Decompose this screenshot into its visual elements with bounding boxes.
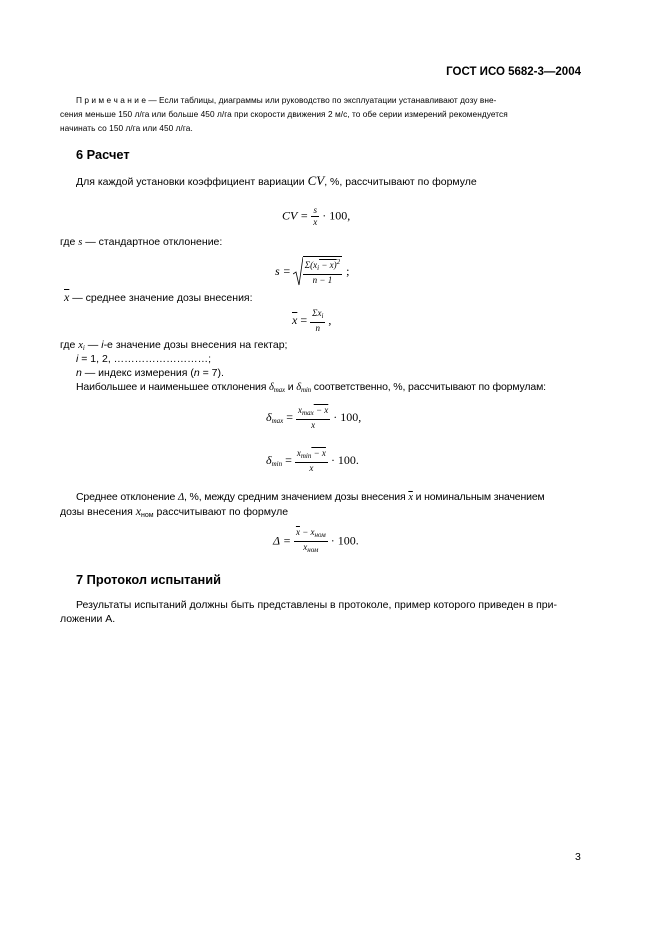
- formula-s-rhs: ;: [346, 263, 350, 278]
- mean-dev-post: и номинальным значением: [412, 491, 545, 503]
- delta-max-symbol: δ: [269, 382, 274, 393]
- note-line-1: — Если таблицы, диаграммы или руководство по эксплуатации устанавливают дозу вне-: [148, 95, 497, 105]
- formula-delta-min: [266, 448, 359, 474]
- mean-dev-line2-pre: дозы внесения: [60, 506, 136, 518]
- n-index-line: [76, 366, 224, 381]
- formula-dmax-num-b: − x: [313, 405, 329, 415]
- formula-delta-den-sub: ном: [307, 546, 319, 554]
- section-6-title: 6 Расчет: [76, 147, 130, 162]
- formula-s-num: Σ(x: [304, 259, 318, 270]
- section-7-line-2: ложении А.: [60, 613, 116, 625]
- sqrt-sign-icon: [293, 256, 303, 286]
- cv-symbol: CV: [307, 173, 325, 188]
- formula-xbar-den: n: [315, 323, 320, 333]
- formula-xbar: [292, 308, 331, 334]
- where-xi-pre: где: [60, 339, 79, 351]
- mean-dev-xbar: $\overline{x}$: [408, 492, 413, 503]
- extremes-pre: Наибольшее и наименьшее отклонения: [76, 381, 270, 393]
- formula-s-sub: i: [317, 263, 320, 272]
- formula-delta-den: x: [303, 542, 308, 552]
- i-range-line: [76, 352, 211, 367]
- formula-dmin-rhs: · 100.: [330, 452, 359, 467]
- formula-dmax-eq: =: [286, 409, 294, 424]
- note-line-2: сения меньше 150 л/га или больше 450 л/га при скорости движения 2 м/с, то обе серии измерений рекомендуется: [60, 109, 508, 119]
- formula-delta-num-sub: ном: [314, 531, 326, 539]
- formula-delta-num-b: − x: [299, 527, 315, 537]
- formula-dmin-num-sub: min: [300, 452, 312, 460]
- mean-dev-mid: , %, между средним значением дозы внесения: [184, 491, 409, 503]
- formula-cv-rhs: · 100,: [322, 208, 351, 223]
- formula-delta: [273, 527, 359, 556]
- x-nom-symbol: x: [135, 504, 142, 518]
- delta-min-symbol: δ: [296, 382, 301, 393]
- n-index-text: — индекс измерения (: [81, 367, 194, 379]
- where-x-line: [64, 290, 253, 306]
- mean-dev-symbol: Δ: [177, 492, 184, 503]
- n-symbol: n: [76, 367, 82, 379]
- formula-cv-lhs: CV =: [282, 208, 309, 223]
- formula-s: [275, 256, 350, 286]
- formula-xbar-sub: i: [321, 312, 324, 320]
- formula-s-tail: − x): [319, 259, 337, 270]
- formula-xbar-eq: =: [300, 312, 308, 327]
- xi-symbol: x: [78, 340, 83, 351]
- formula-dmin-den: x: [309, 463, 314, 473]
- where-s-post: — стандартное отклонение:: [82, 236, 223, 248]
- formula-delta-lhs: Δ =: [273, 533, 291, 548]
- note-label: П р и м е ч а н и е: [76, 95, 146, 105]
- section-7-line-1: Результаты испытаний должны быть представлены в протоколе, пример которого приведен в при-: [76, 599, 557, 611]
- s-symbol: s: [78, 237, 83, 248]
- xi-sub: i: [82, 344, 85, 352]
- formula-dmin-num-a: x: [296, 448, 301, 458]
- section-6-intro: [76, 173, 477, 190]
- formula-xbar-num: Σx: [312, 308, 322, 318]
- formula-s-lhs: s =: [275, 263, 291, 278]
- extremes-post: соответственно, %, рассчитывают по формулам:: [311, 381, 546, 393]
- formula-dmin-eq: =: [285, 452, 292, 467]
- mean-dev-pre: Среднее отклонение: [76, 491, 178, 503]
- formula-dmin-lhs: δ: [266, 452, 272, 467]
- formula-dmax-num-sub: max: [302, 409, 314, 417]
- mean-dev-line2-post: рассчитывают по формуле: [153, 506, 289, 518]
- note-line-3: начинать со 150 л/га или 450 л/га.: [60, 123, 193, 133]
- formula-dmax-den: x: [311, 420, 316, 430]
- formula-s-den: n − 1: [312, 274, 333, 285]
- formula-cv-num: s: [313, 205, 317, 215]
- formula-dmax-num-a: x: [298, 405, 303, 415]
- where-s-pre: где: [60, 236, 79, 248]
- xbar-symbol: $\overline{x}$: [64, 290, 70, 304]
- i-range-text: = 1, 2, ………………………;: [78, 353, 212, 365]
- where-s-line: [60, 235, 222, 250]
- document-id: ГОСТ ИСО 5682-3—2004: [446, 66, 581, 78]
- extremes-line: [76, 380, 546, 398]
- formula-delta-num-a: $\overline{x}$: [295, 527, 300, 537]
- mean-deviation-line-2: [60, 504, 288, 523]
- n-symbol-2: n: [193, 367, 200, 379]
- formula-xbar-lhs: $\overline{x}$: [292, 312, 298, 327]
- formula-dmin-lhs-sub: min: [271, 459, 283, 468]
- extremes-and: и: [284, 381, 297, 393]
- section-7-title: 7 Протокол испытаний: [76, 572, 222, 587]
- formula-dmax-rhs: · 100,: [333, 409, 362, 424]
- formula-delta-max: [266, 405, 361, 431]
- where-xi-i: i: [101, 339, 104, 351]
- where-xi-dash: —: [84, 339, 102, 351]
- formula-dmin-num-b: − x: [311, 448, 326, 458]
- formula-s-sup: 2: [336, 257, 341, 266]
- intro-text: Для каждой установки коэффициент вариации: [76, 176, 308, 188]
- delta-max-sub: max: [273, 386, 285, 394]
- note-block: [76, 93, 582, 107]
- where-xi-post: -е значение дозы внесения на гектар;: [103, 339, 288, 351]
- formula-cv: [282, 205, 350, 228]
- formula-delta-rhs: · 100.: [330, 533, 359, 548]
- intro-text-end: , %, рассчитывают по формуле: [324, 176, 477, 188]
- delta-min-sub: min: [300, 386, 312, 394]
- n-index-end: = 7).: [199, 367, 224, 379]
- x-nom-sub: ном: [141, 512, 154, 519]
- mean-deviation-line-1: [76, 490, 545, 505]
- i-symbol: i: [76, 353, 79, 365]
- where-x-post: — среднее значение дозы внесения:: [69, 292, 253, 304]
- formula-dmax-lhs-sub: max: [271, 416, 284, 425]
- page-number: 3: [575, 851, 581, 863]
- formula-dmax-lhs: δ: [266, 409, 272, 424]
- formula-xbar-rhs: ,: [328, 312, 332, 327]
- formula-cv-den: x: [313, 217, 318, 227]
